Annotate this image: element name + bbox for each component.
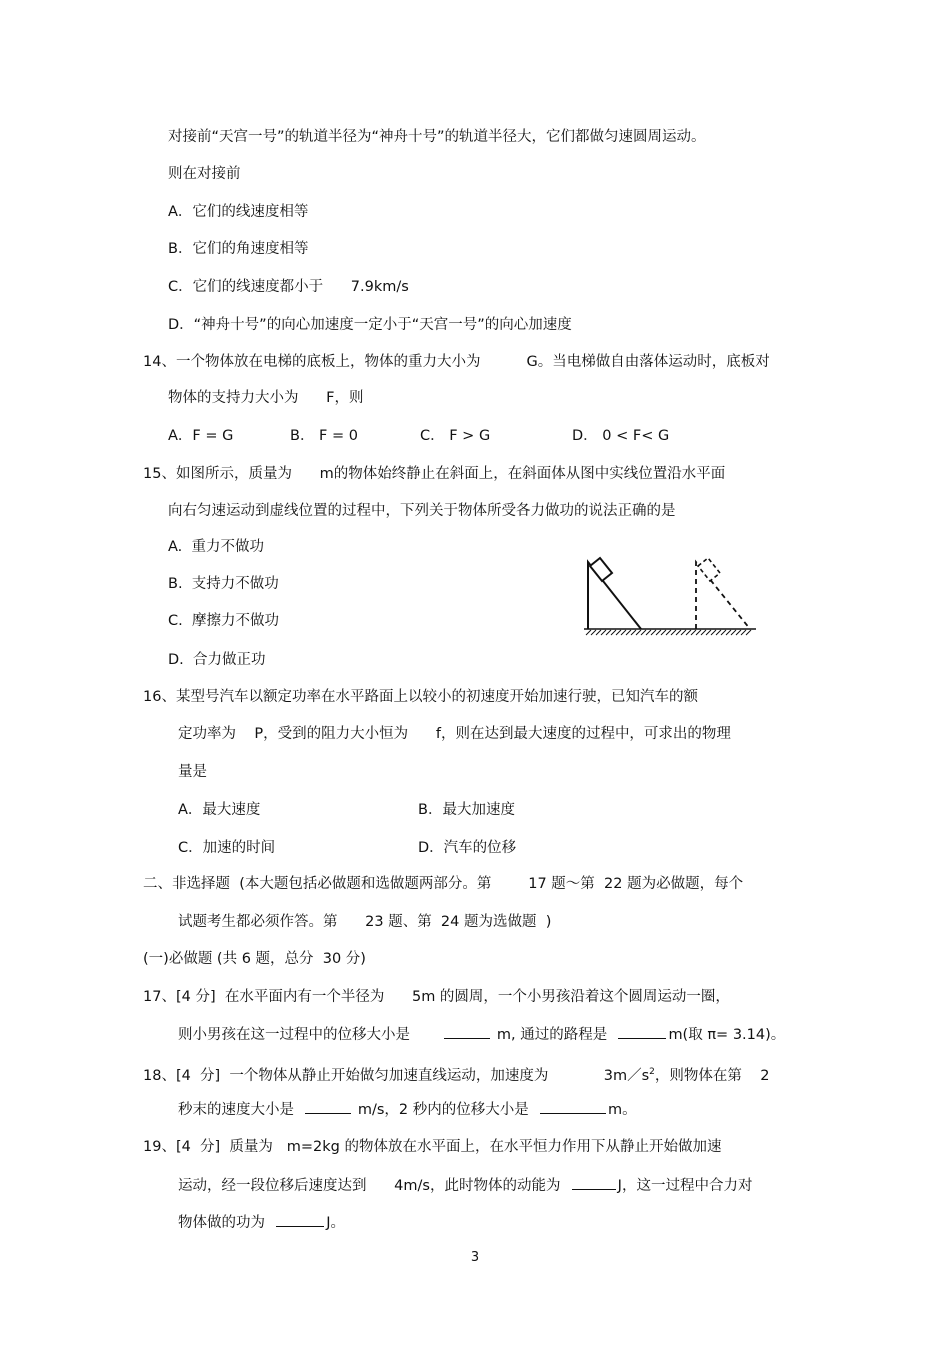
section2-heading-line1: 二、非选择题 (本大题包括必做题和选做题两部分。第 17 题～第 22 题为必做题，每个	[143, 876, 744, 892]
q13-option-a: A．它们的线速度相等	[168, 204, 309, 220]
q13-option-b: B．它们的角速度相等	[168, 241, 309, 257]
block-dashed	[698, 558, 720, 581]
q16-stem-line2: 定功率为 P，受到的阻力大小恒为 f，则在达到最大速度的过程中，可求出的物理	[178, 726, 731, 742]
page-number: 3	[470, 1250, 480, 1265]
q14-stem-line1: 14、一个物体放在电梯的底板上，物体的重力大小为 G。当电梯做自由落体运动时，底板对	[143, 354, 770, 370]
q17-text-b: m, 通过的路程是	[496, 1027, 608, 1043]
q14-option-a: A．F = G	[168, 428, 234, 444]
q15-option-c: C. 摩擦力不做功	[168, 613, 279, 629]
q16-option-c: C．加速的时间	[178, 840, 276, 856]
q14-stem-line2: 物体的支持力大小为 F，则	[168, 390, 364, 406]
q18-blank-velocity[interactable]	[305, 1099, 351, 1114]
section2-heading-line2: 试题考生都必须作答。第 23 题、第 24 题为选做题 )	[178, 914, 552, 930]
q13-option-d: D．“神舟十号”的向心加速度一定小于“天宫一号”的向心加速度	[168, 317, 572, 333]
q17-blank-distance[interactable]	[618, 1024, 666, 1039]
q16-option-b: B．最大加速度	[418, 802, 515, 818]
q14-option-c: C． F > G	[420, 428, 491, 444]
block-solid	[590, 558, 612, 581]
q14-option-d: D． 0 < F< G	[572, 428, 670, 444]
ground-hatch	[586, 630, 751, 635]
q15-stem-line1: 15、如图所示，质量为 m的物体始终静止在斜面上，在斜面体从图中实线位置沿水平面	[143, 466, 726, 482]
q16-stem-line1: 16、某型号汽车以额定功率在水平路面上以较小的初速度开始加速行驶，已知汽车的额	[143, 689, 698, 705]
q18-blank-displacement[interactable]	[540, 1099, 606, 1114]
q19-text-a: 运动，经一段位移后速度达到 4m/s，此时物体的动能为	[178, 1178, 561, 1194]
q18-text-c: 秒末的速度大小是	[178, 1102, 294, 1118]
q17-text-a: 则小男孩在这一过程中的位移大小是	[178, 1027, 410, 1043]
q14-option-b: B． F = 0	[290, 428, 358, 444]
q19-text-d: J。	[326, 1215, 345, 1231]
q19-blank-work[interactable]	[276, 1212, 324, 1227]
q15-option-d: D. 合力做正功	[168, 652, 266, 668]
q16-option-a: A．最大速度	[178, 802, 261, 818]
q15-stem-line2: 向右匀速运动到虚线位置的过程中，下列关于物体所受各力做功的说法正确的是	[168, 503, 676, 519]
q18-superscript: 2	[649, 1067, 655, 1077]
q15-option-a: A. 重力不做功	[168, 539, 264, 555]
section2-subheading: (一)必做题 (共 6 题，总分 30 分)	[143, 951, 366, 967]
q15-option-b: B. 支持力不做功	[168, 576, 279, 592]
q18-stem-line2	[178, 1099, 637, 1120]
q18-text-d: m/s，2 秒内的位移大小是	[357, 1102, 529, 1118]
q17-blank-displacement[interactable]	[444, 1024, 490, 1039]
q19-stem-line2	[178, 1175, 752, 1196]
q16-option-d: D．汽车的位移	[418, 840, 517, 856]
q19-blank-kinetic-energy[interactable]	[572, 1175, 616, 1190]
q19-text-c: 物体做的功为	[178, 1215, 265, 1231]
q16-stem-line3: 量是	[178, 764, 207, 780]
incline-figure	[578, 550, 760, 645]
q13-stem-line1: 对接前“天宫一号”的轨道半径为“神舟十号”的轨道半径大，它们都做匀速圆周运动。	[168, 129, 706, 145]
q19-stem-line3	[178, 1212, 345, 1233]
q13-stem-line2: 则在对接前	[168, 166, 241, 182]
q18-stem-line1	[143, 1062, 770, 1086]
q19-stem-line1: 19、[4 分] 质量为 m=2kg 的物体放在水平面上，在水平恒力作用下从静止开始做加速	[143, 1139, 722, 1155]
q18-text-e: m。	[607, 1102, 637, 1118]
q17-stem-line1: 17、[4 分] 在水平面内有一个半径为 5m 的圆周，一个小男孩沿着这个圆周运动一圈，	[143, 989, 730, 1005]
q19-text-b: J，这一过程中合力对	[617, 1178, 753, 1194]
q17-text-c: m(取 π= 3.14)。	[668, 1027, 786, 1043]
q18-text-a: 18、[4 分] 一个物体从静止开始做匀加速直线运动，加速度为 3m／s	[143, 1067, 650, 1084]
q13-option-c: C．它们的线速度都小于 7.9km/s	[168, 279, 409, 295]
q17-stem-line2	[178, 1024, 785, 1045]
q18-text-b: ，则物体在第 2	[654, 1067, 770, 1084]
